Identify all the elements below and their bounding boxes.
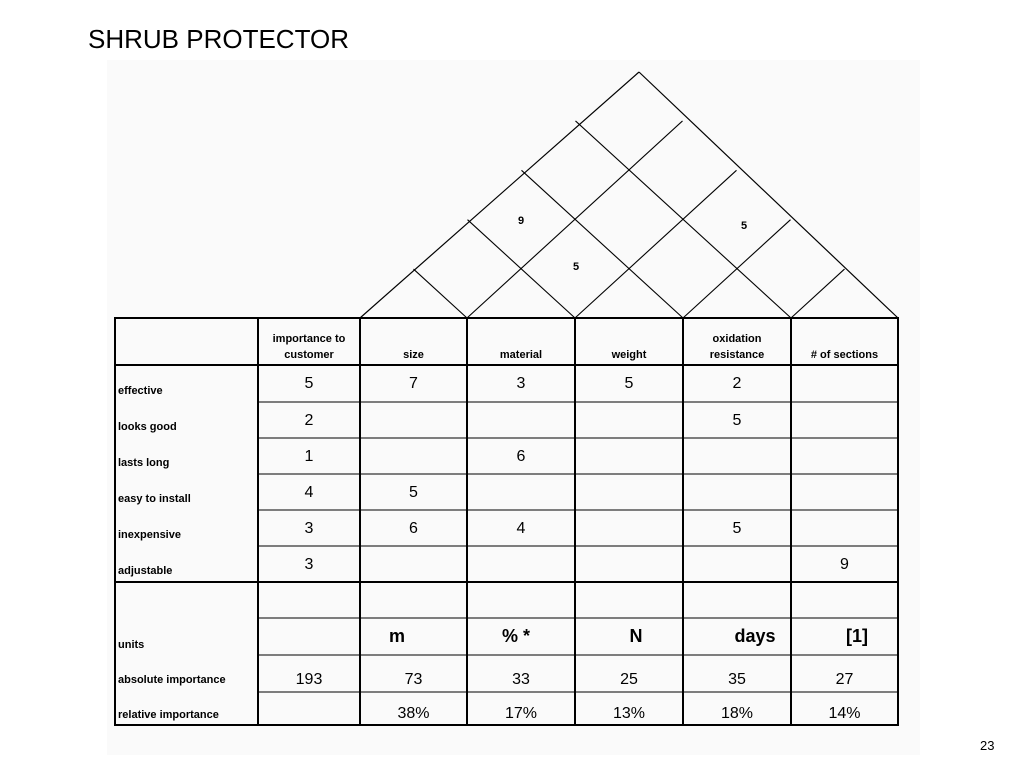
- importance-value: 1: [304, 448, 314, 465]
- requirement-label: effective: [118, 385, 163, 397]
- header-characteristic: # of sections: [810, 349, 879, 361]
- absolute-importance-label: absolute importance: [118, 674, 226, 686]
- relative-importance-label: relative importance: [118, 709, 219, 721]
- relationship-value: 5: [732, 520, 742, 537]
- requirement-label: adjustable: [118, 565, 173, 577]
- relationship-value: 7: [409, 375, 418, 392]
- requirement-label: looks good: [118, 421, 177, 433]
- units-label: units: [118, 639, 145, 651]
- relationship-value: 6: [516, 448, 526, 465]
- roof-grid-line: [414, 269, 468, 318]
- importance-value: 2: [304, 412, 314, 429]
- roof-correlation-value: 5: [572, 261, 580, 273]
- roof-grid-line: [791, 269, 845, 318]
- relationship-value: 5: [409, 484, 418, 501]
- requirement-label: lasts long: [118, 457, 170, 469]
- relationship-value: 5: [624, 375, 634, 392]
- unit-value: N: [629, 626, 643, 646]
- requirement-label: easy to install: [118, 493, 191, 505]
- importance-value: 3: [304, 520, 314, 537]
- slide-title: SHRUB PROTECTOR: [88, 24, 349, 54]
- absolute-importance-total: 193: [295, 671, 323, 688]
- absolute-importance-value: 33: [512, 671, 530, 688]
- header-importance-line1: importance to: [272, 333, 346, 345]
- header-characteristic-line1: oxidation: [712, 333, 762, 345]
- header-characteristic-line2: resistance: [709, 349, 765, 361]
- roof-correlation-value: 9: [517, 215, 525, 227]
- relationship-value: 5: [732, 412, 742, 429]
- matrix-frame: [115, 318, 898, 725]
- requirement-label: inexpensive: [118, 529, 181, 541]
- unit-value: [1]: [846, 626, 868, 646]
- absolute-importance-value: 35: [728, 671, 746, 688]
- header-characteristic: size: [403, 349, 424, 361]
- relationship-value: 2: [732, 375, 742, 392]
- relationship-value: 9: [840, 556, 849, 573]
- roof-edge-left: [360, 72, 639, 318]
- relative-importance-value: 13%: [612, 705, 646, 722]
- importance-value: 5: [304, 375, 314, 392]
- roof-grid-line: [522, 170, 684, 318]
- roof-edge-right: [639, 72, 898, 318]
- relative-importance-value: 14%: [828, 705, 861, 722]
- importance-value: 4: [304, 484, 314, 501]
- unit-value: m: [388, 626, 406, 646]
- relationship-value: 4: [516, 520, 526, 537]
- header-importance-line2: customer: [284, 349, 334, 361]
- header-characteristic: material: [499, 349, 543, 361]
- unit-value: days: [734, 626, 776, 646]
- absolute-importance-value: 25: [620, 671, 638, 688]
- absolute-importance-value: 27: [835, 671, 854, 688]
- relative-importance-value: 18%: [720, 705, 754, 722]
- roof-grid-line: [572, 170, 737, 318]
- absolute-importance-value: 73: [404, 671, 423, 688]
- relationship-value: 3: [516, 375, 526, 392]
- importance-value: 3: [304, 556, 314, 573]
- header-characteristic: weight: [611, 349, 647, 361]
- relationship-value: 6: [409, 520, 418, 537]
- relative-importance-value: 38%: [397, 705, 430, 722]
- unit-value: % *: [501, 626, 531, 646]
- roof-correlation-value: 5: [740, 220, 748, 232]
- page-number: 23: [980, 738, 995, 753]
- relative-importance-value: 17%: [504, 705, 538, 722]
